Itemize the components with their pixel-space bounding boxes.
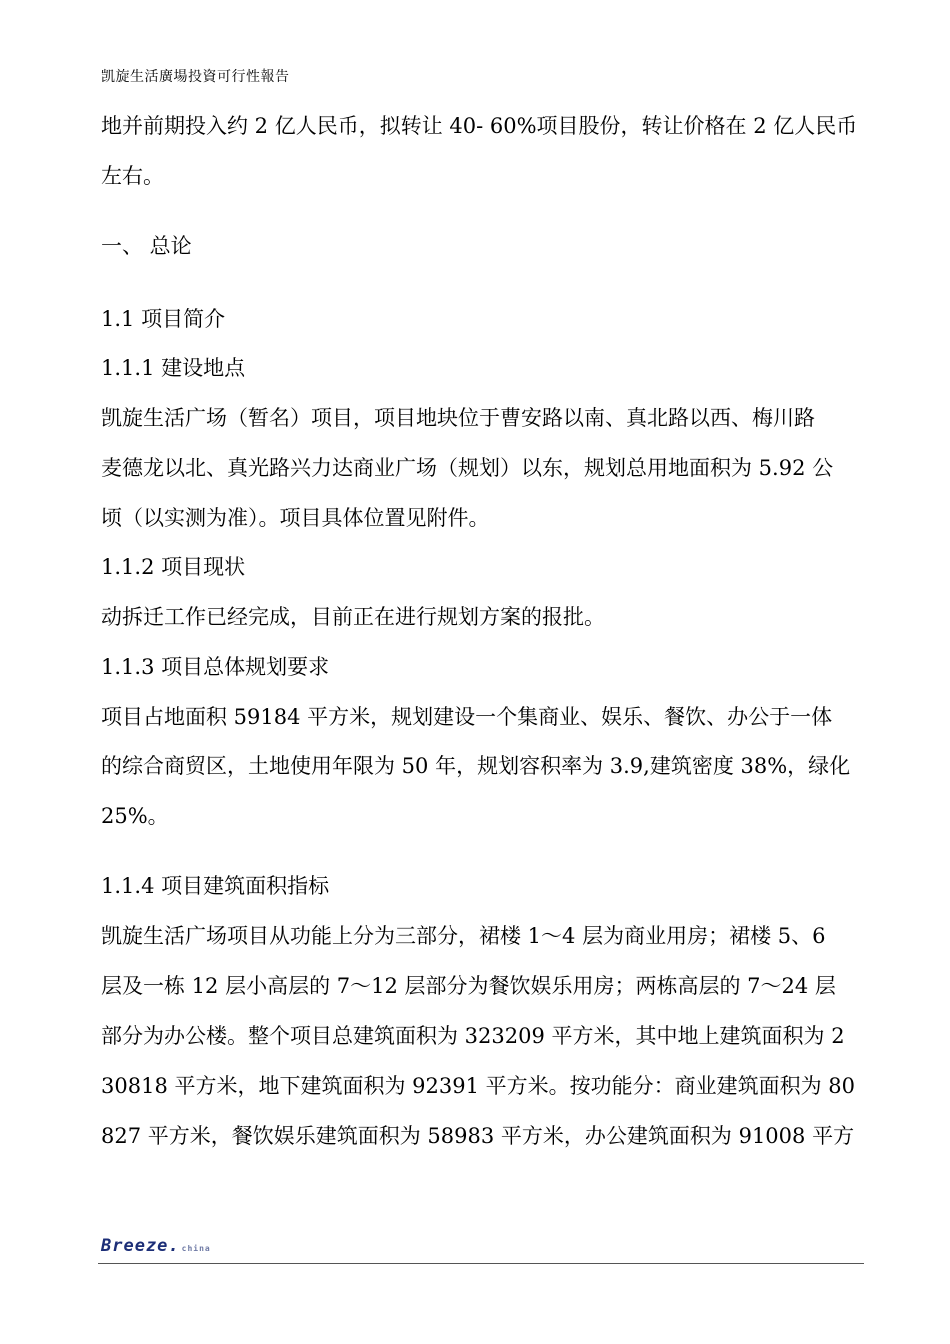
body-line: 动拆迁工作已经完成，目前正在进行规划方案的报批。 [101,605,605,629]
subsection-heading: 1.1 项目简介 [101,307,226,331]
body-line: 左右。 [101,164,164,188]
running-header: 凯旋生活廣場投資可行性報告 [101,69,290,85]
subsection-heading: 1.1.4 项目建筑面积指标 [101,874,330,898]
body-line: 凯旋生活广场项目从功能上分为三部分，裙楼 1～4 层为商业用房；裙楼 5、6 [101,924,826,948]
body-line: 凯旋生活广场（暂名）项目，项目地块位于曹安路以南、真北路以西、梅川路 [101,406,815,430]
subsection-heading: 1.1.1 建设地点 [101,356,246,380]
body-line: 地并前期投入约 2 亿人民币，拟转让 40- 60%项目股份，转让价格在 2 亿人民币 [101,114,858,138]
body-line: 顷（以实测为准）。项目具体位置见附件。 [101,506,490,530]
body-line: 的综合商贸区，土地使用年限为 50 年，规划容积率为 3.9,建筑密度 38%，绿化 [101,754,851,778]
body-line: 25%。 [101,804,169,828]
body-line: 层及一栋 12 层小高层的 7～12 层部分为餐饮娱乐用房；两栋高层的 7～24 层 [101,974,836,998]
body-line: 麦德龙以北、真光路兴力达商业广场（规划）以东，规划总用地面积为 5.92 公 [101,456,834,480]
subsection-heading: 1.1.2 项目现状 [101,555,246,579]
footer-logo-text: Breeze. [101,1236,180,1256]
body-line: 部分为办公楼。整个项目总建筑面积为 323209 平方米，其中地上建筑面积为 2 [101,1024,845,1048]
footer-divider [98,1263,864,1264]
body-line: 30818 平方米，地下建筑面积为 92391 平方米。按功能分：商业建筑面积为 80 [101,1074,856,1098]
body-line: 项目占地面积 59184 平方米，规划建设一个集商业、娱乐、餐饮、办公于一体 [101,705,833,729]
footer-logo-suffix: china [181,1244,211,1253]
footer-logo [101,1236,211,1256]
subsection-heading: 1.1.3 项目总体规划要求 [101,655,330,679]
section-heading: 一、 总论 [101,234,192,258]
body-line: 827 平方米，餐饮娱乐建筑面积为 58983 平方米，办公建筑面积为 91008 平方 [101,1124,855,1148]
